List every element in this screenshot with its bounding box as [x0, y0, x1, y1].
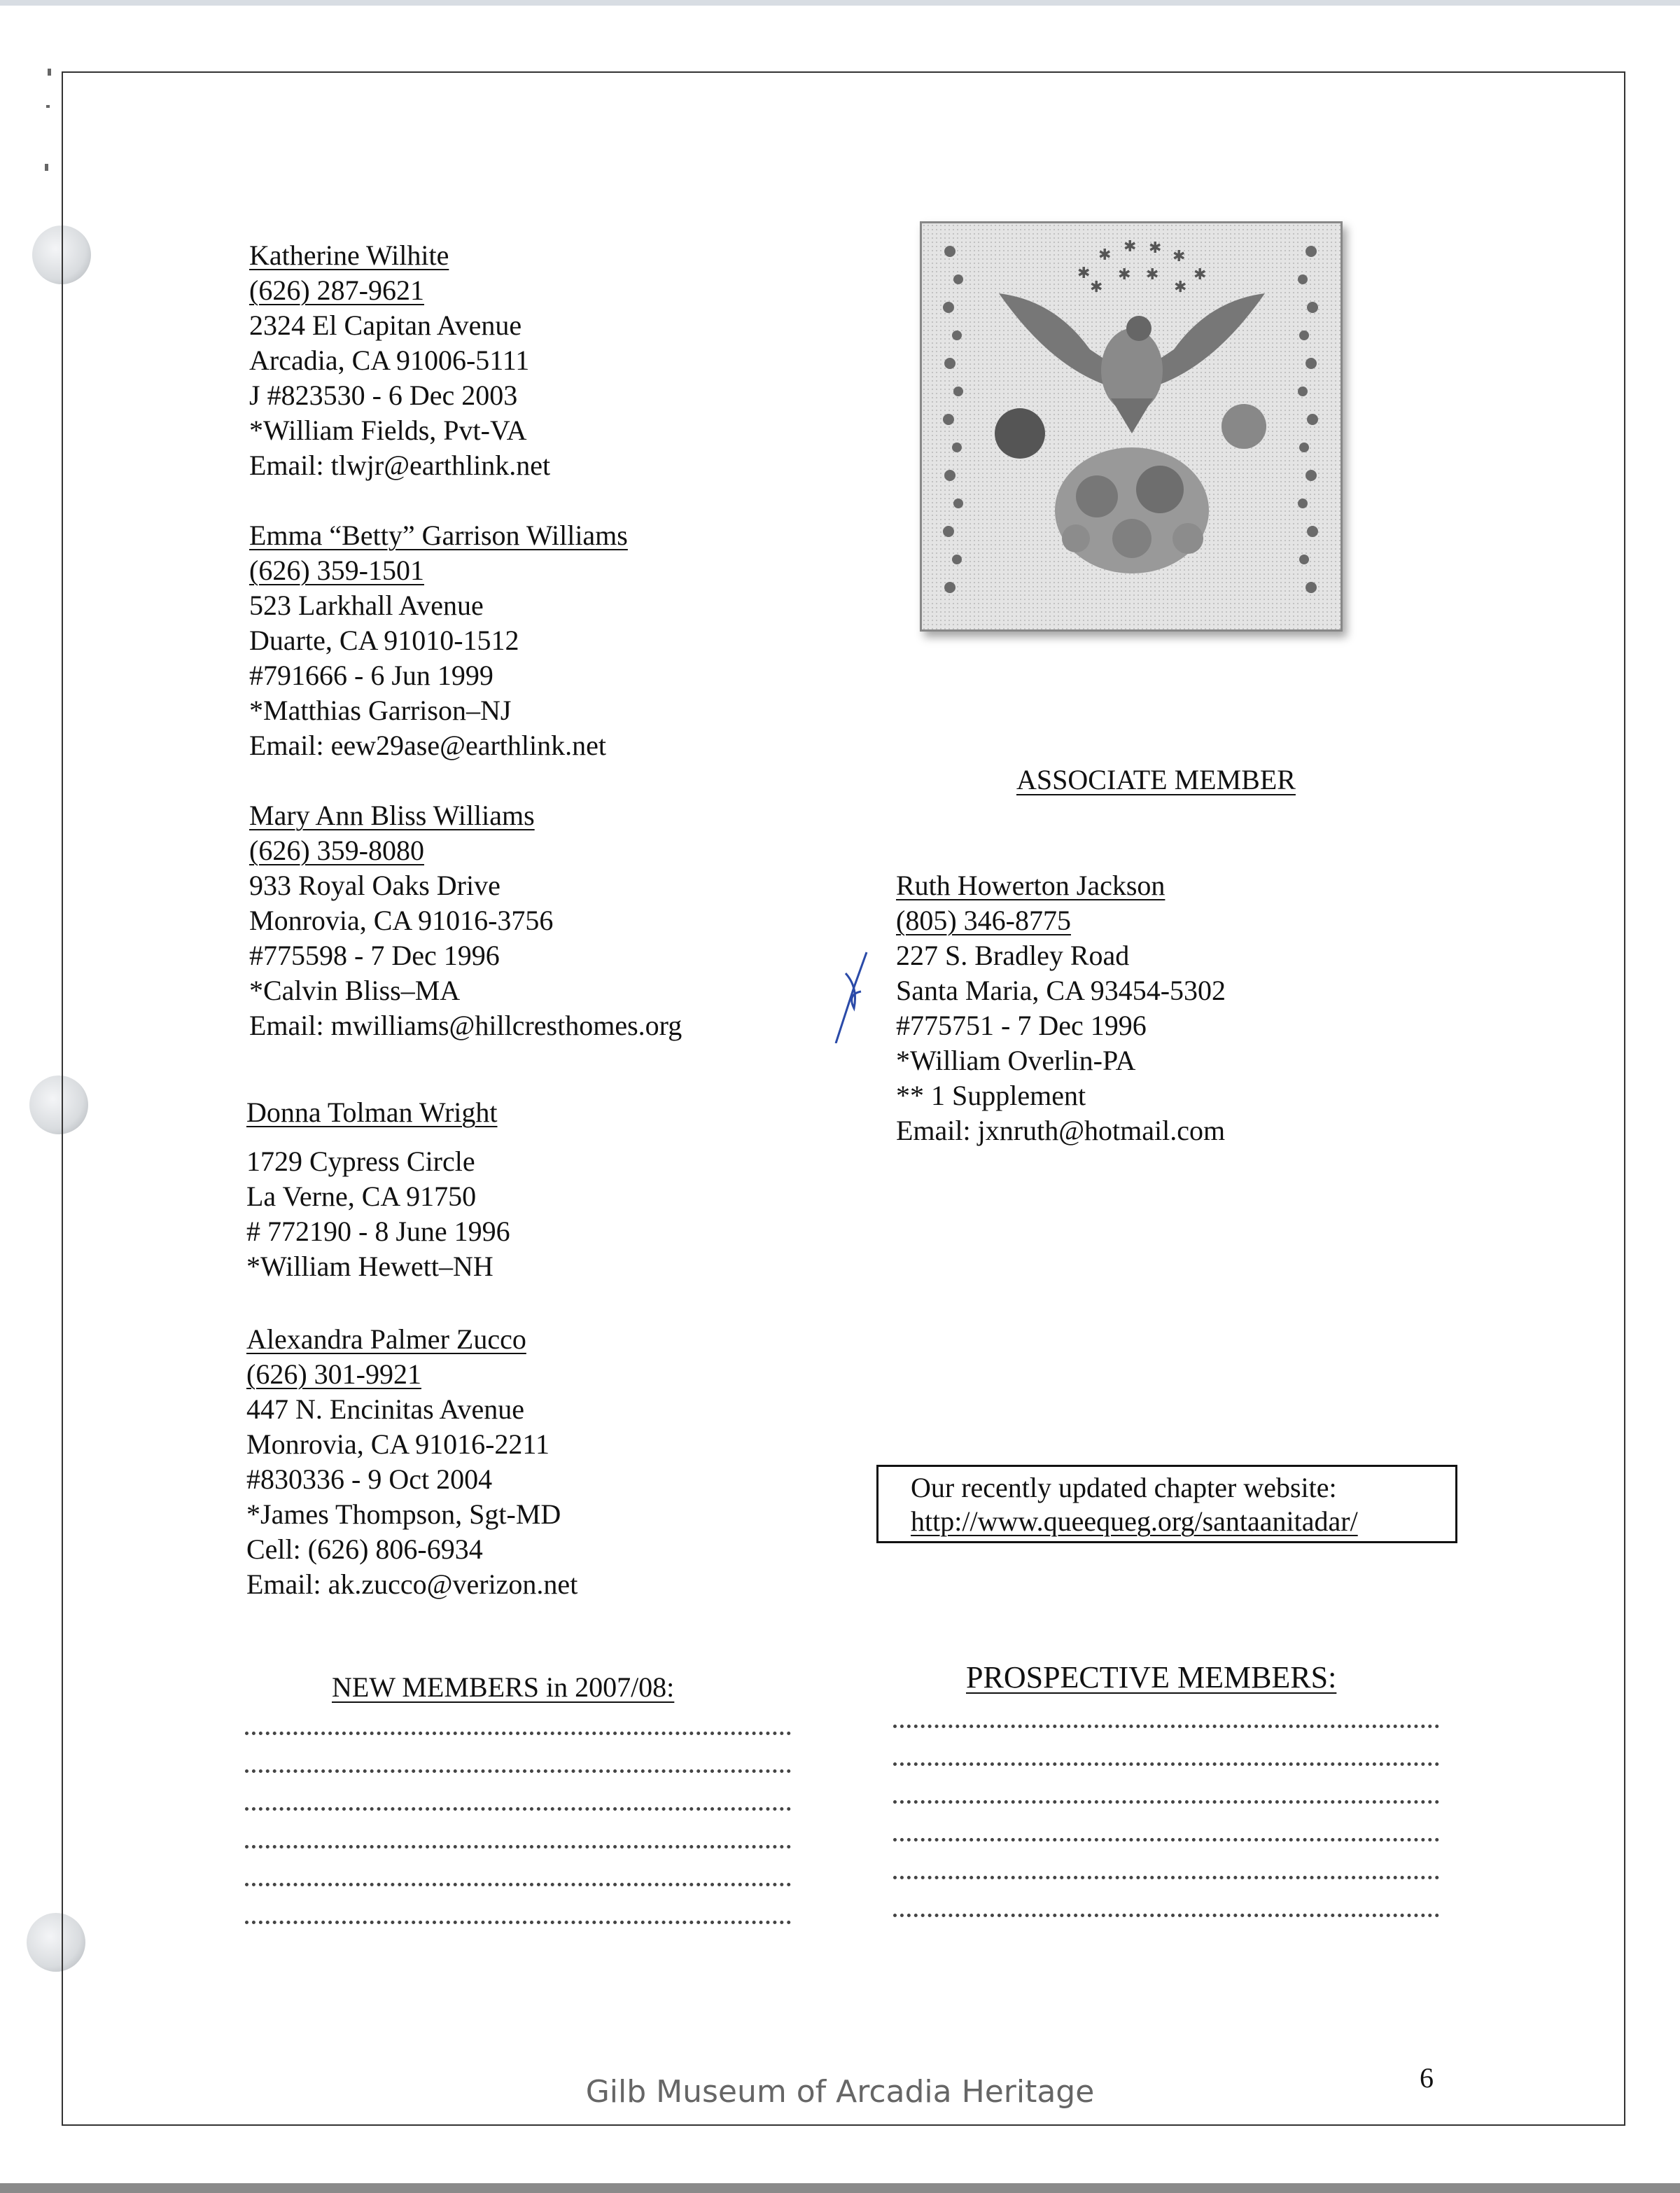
scan-speck — [46, 105, 50, 108]
associate-heading: ASSOCIATE MEMBER — [1016, 764, 1296, 795]
blank-line — [893, 1766, 1439, 1804]
scan-speck — [48, 69, 51, 76]
member-ancestor: *Calvin Bliss–MA — [249, 975, 461, 1006]
member-phone: (626) 359-1501 — [249, 555, 424, 586]
member-address: 933 Royal Oaks Drive — [249, 870, 500, 901]
blank-line — [245, 1697, 791, 1735]
member-email: Email: mwilliams@hillcresthomes.org — [249, 1010, 682, 1041]
scan-edge — [0, 0, 1680, 6]
member-name: Donna Tolman Wright — [246, 1096, 498, 1128]
member-address: 2324 El Capitan Avenue — [249, 309, 522, 341]
member-email: Email: tlwjr@earthlink.net — [249, 450, 551, 481]
member-phone: (626) 287-9621 — [249, 274, 424, 306]
member-number: #775598 - 7 Dec 1996 — [249, 940, 500, 971]
member-name: Mary Ann Bliss Williams — [249, 800, 535, 831]
member-city: Monrovia, CA 91016-2211 — [246, 1428, 550, 1460]
member-city: Monrovia, CA 91016-3756 — [249, 905, 554, 936]
member-entry — [246, 1095, 510, 1284]
member-address: 1729 Cypress Circle — [246, 1146, 475, 1177]
website-label: Our recently updated chapter website: — [911, 1472, 1337, 1503]
member-ancestor: *Matthias Garrison–NJ — [249, 695, 512, 726]
member-entry — [249, 518, 628, 763]
scan-bottom-edge — [0, 2183, 1680, 2193]
svg-text:✱: ✱ — [1118, 266, 1131, 284]
scan-speck — [45, 164, 48, 171]
blank-line — [245, 1886, 791, 1924]
member-number: #791666 - 6 Jun 1999 — [249, 660, 493, 691]
svg-text:✱: ✱ — [1090, 279, 1103, 296]
associate-entry — [896, 868, 1226, 1148]
blank-line — [893, 1728, 1439, 1766]
member-number: J #823530 - 6 Dec 2003 — [249, 380, 518, 411]
eagle-emblem-image — [920, 221, 1343, 632]
member-name: Ruth Howerton Jackson — [896, 870, 1166, 901]
member-phone: (626) 301-9921 — [246, 1358, 421, 1390]
svg-text:✱: ✱ — [1174, 279, 1187, 296]
blank-line — [245, 1773, 791, 1811]
footer-watermark: Gilb Museum of Arcadia Heritage — [585, 2074, 1095, 2110]
member-address: 227 S. Bradley Road — [896, 940, 1130, 971]
member-number: #775751 - 7 Dec 1996 — [896, 1010, 1147, 1041]
member-email: Email: jxnruth@hotmail.com — [896, 1115, 1226, 1146]
svg-text:✱: ✱ — [1098, 246, 1112, 264]
member-phone: (805) 346-8775 — [896, 905, 1071, 936]
new-members-lines — [245, 1697, 791, 1924]
member-supplement: ** 1 Supplement — [896, 1080, 1086, 1111]
prospective-members-heading: PROSPECTIVE MEMBERS: — [966, 1660, 1337, 1694]
svg-text:✱: ✱ — [1149, 239, 1162, 257]
member-entry — [249, 238, 550, 483]
website-link[interactable]: http://www.queequeg.org/santaanitadar/ — [911, 1505, 1358, 1537]
new-members-heading: NEW MEMBERS in 2007/08: — [332, 1671, 675, 1703]
svg-text:✱: ✱ — [1194, 266, 1207, 284]
member-cell: Cell: (626) 806-6934 — [246, 1533, 483, 1565]
member-email: Email: eew29ase@earthlink.net — [249, 730, 606, 761]
blank-line — [893, 1804, 1439, 1842]
member-phone: (626) 359-8080 — [249, 835, 424, 866]
blank-line — [893, 1690, 1439, 1728]
blank-line — [245, 1811, 791, 1849]
member-city: Arcadia, CA 91006-5111 — [249, 344, 530, 376]
member-city: La Verne, CA 91750 — [246, 1181, 477, 1212]
member-email: Email: ak.zucco@verizon.net — [246, 1568, 578, 1600]
member-number: # 772190 - 8 June 1996 — [246, 1216, 510, 1247]
website-box — [876, 1465, 1457, 1543]
member-ancestor: *William Hewett–NH — [246, 1251, 493, 1282]
member-city: Duarte, CA 91010-1512 — [249, 625, 519, 656]
svg-text:✱: ✱ — [1172, 248, 1186, 265]
svg-text:✱: ✱ — [1124, 238, 1137, 256]
member-address: 447 N. Encinitas Avenue — [246, 1393, 524, 1425]
blank-line — [893, 1842, 1439, 1879]
blank-line — [893, 1879, 1439, 1917]
member-entry — [249, 798, 682, 1043]
member-name: Katherine Wilhite — [249, 239, 449, 271]
member-ancestor: *William Fields, Pvt-VA — [249, 415, 527, 446]
blank-line — [245, 1849, 791, 1886]
handwritten-checkmark — [826, 945, 875, 1043]
svg-text:✱: ✱ — [1077, 265, 1091, 282]
blank-line — [245, 1735, 791, 1773]
member-city: Santa Maria, CA 93454-5302 — [896, 975, 1226, 1006]
page-number: 6 — [1420, 2062, 1434, 2094]
prospective-members-lines — [893, 1690, 1439, 1917]
member-name: Emma “Betty” Garrison Williams — [249, 520, 628, 551]
member-ancestor: *William Overlin-PA — [896, 1045, 1136, 1076]
member-address: 523 Larkhall Avenue — [249, 590, 484, 621]
svg-text:✱: ✱ — [1146, 266, 1159, 284]
member-entry — [246, 1322, 578, 1602]
member-ancestor: *James Thompson, Sgt-MD — [246, 1498, 561, 1530]
member-number: #830336 - 9 Oct 2004 — [246, 1463, 493, 1495]
member-name: Alexandra Palmer Zucco — [246, 1323, 526, 1355]
